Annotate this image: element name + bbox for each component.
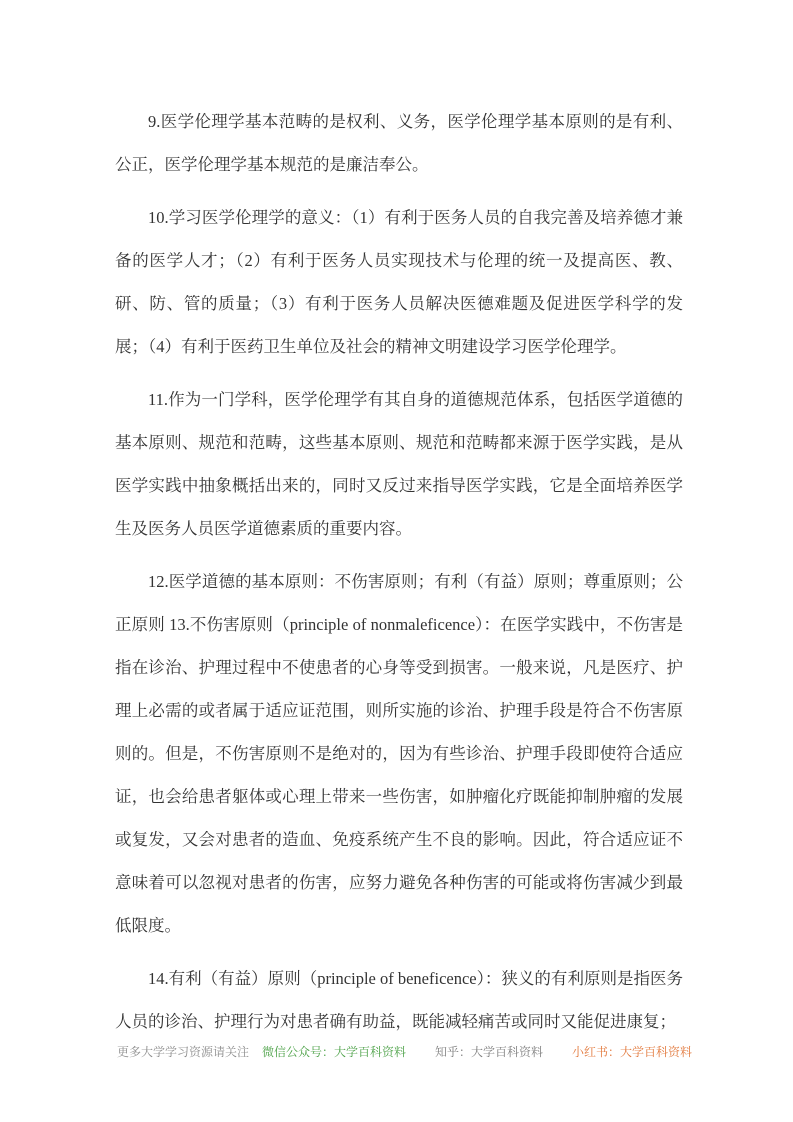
paragraph-11: 11.作为一门学科，医学伦理学有其自身的道德规范体系，包括医学道德的基本原则、规范和范畴，这些基本原则、规范和范畴都来源于医学实践，是从医学实践中抽象概括出来的，同时又反过来指导医学实践，它是全面培养医学生及医务人员医学道德素质的重要内容。	[115, 390, 683, 538]
footer-xiaohongshu-account: 小红书：大学百科资料	[572, 1045, 693, 1059]
footer-prefix-text: 更多大学学习资源请关注	[117, 1045, 250, 1059]
paragraph-14: 14.有利（有益）原则（principle of beneficence）：狭义的有利原则是指医务人员的诊治、护理行为对患者确有助益，既能减轻痛苦或同时又能促进康复；	[115, 969, 683, 1031]
paragraph-10: 10.学习医学伦理学的意义：（1）有利于医务人员的自我完善及培养德才兼备的医学人才；（2）有利于医务人员实现技术与伦理的统一及提高医、教、研、防、管的质量；（3）有利于医务人员解决医德难题及促进医学科学的发展；（4）有利于医药卫生单位及社会的精神文明建设学习医学伦理学。	[115, 208, 683, 356]
paragraph-9: 9.医学伦理学基本范畴的是权利、义务，医学伦理学基本原则的是有利、公正，医学伦理学基本规范的是廉洁奉公。	[115, 112, 683, 174]
footer-wechat-account: 微信公众号：大学百科资料	[262, 1045, 407, 1059]
footer-zhihu-account: 知乎：大学百科资料	[435, 1045, 544, 1059]
page-footer	[117, 1044, 717, 1060]
document-body	[115, 100, 683, 1053]
paragraph-12-13: 12.医学道德的基本原则：不伤害原则；有利（有益）原则；尊重原则；公正原则 13.不伤害原则（principle of nonmaleficence）：在医学实践中，不伤害是指在诊治、护理过程中不使患者的心身等受到损害。一般来说，凡是医疗、护理上必需的或者属于适应证范围，则所实施的诊治、护理手段是符合不伤害原则的。但是，不伤害原则不是绝对的，因为有些诊治、护理手段即使符合适应证，也会给患者躯体或心理上带来一些伤害，如肿瘤化疗既能抑制肿瘤的发展或复发，又会对患者的造血、免疫系统产生不良的影响。因此，符合适应证不意味着可以忽视对患者的伤害，应努力避免各种伤害的可能或将伤害减少到最低限度。	[115, 572, 683, 935]
